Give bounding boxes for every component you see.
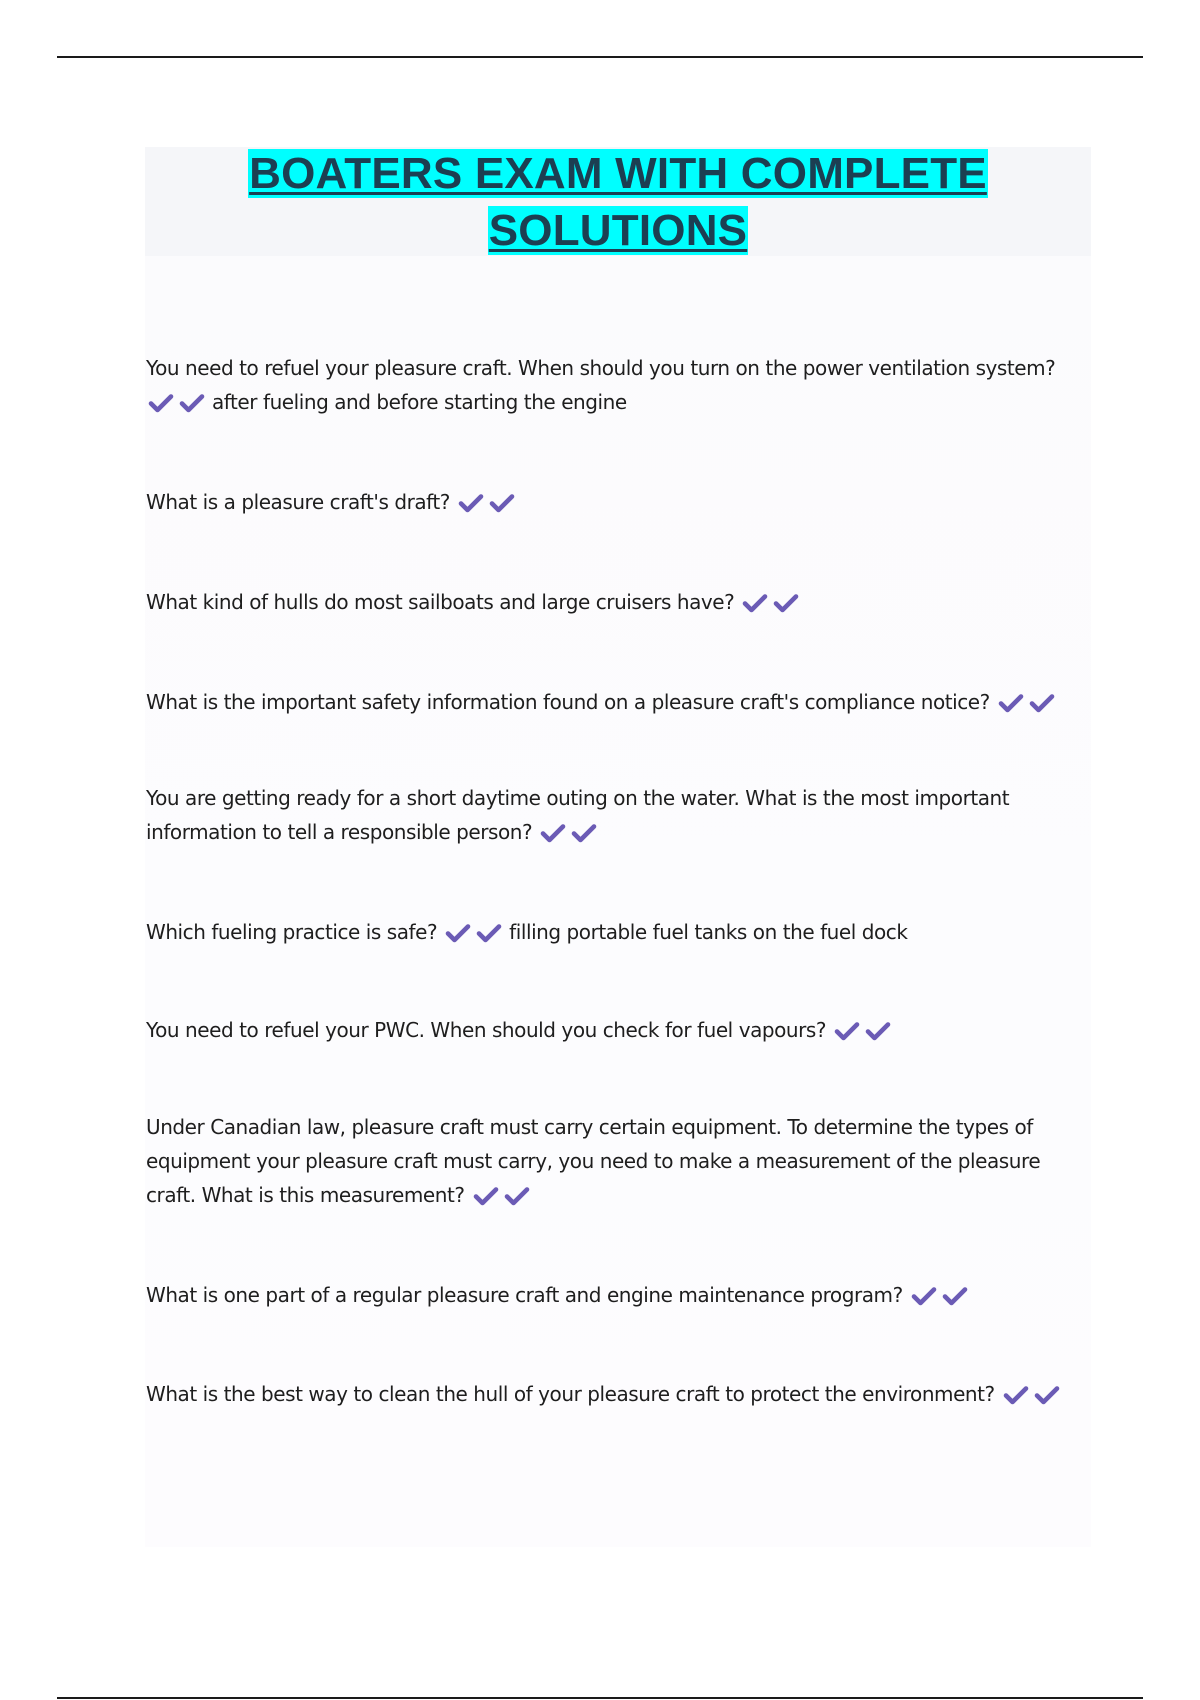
qa-item-8 [146,1110,1086,1216]
check-icon [942,1286,968,1306]
question-text: Under Canadian law, pleasure craft must carry certain equipment. To determine the types of [146,1115,1033,1139]
check-marks [458,489,520,523]
title-line-2: SOLUTIONS [488,205,748,255]
answer-text: filling portable fuel tanks on the fuel dock [509,920,908,944]
question-text: Which fueling practice is safe? [146,920,438,944]
check-marks [445,919,507,953]
qa-item-5 [146,781,1086,853]
check-icon [489,493,515,513]
check-icon [445,923,471,943]
check-icon [998,693,1024,713]
check-marks [834,1017,896,1051]
question-text: equipment your pleasure craft must carry, you need to make a measurement of the pleasure [146,1149,1041,1173]
check-icon [504,1186,530,1206]
check-marks [742,589,804,623]
check-marks [540,819,602,853]
question-text: What is a pleasure craft's draft? [146,490,450,514]
check-icon [1034,1385,1060,1405]
check-marks [473,1182,535,1216]
check-icon [148,393,174,413]
check-icon [742,593,768,613]
qa-item-4 [146,685,1086,723]
qa-item-1 [146,351,1086,423]
check-marks [148,389,210,423]
check-icon [473,1186,499,1206]
title-block [145,147,1091,256]
question-text: information to tell a responsible person? [146,820,533,844]
qa-item-9 [146,1278,1086,1316]
question-text: You need to refuel your pleasure craft. When should you turn on the power ventilation system? [146,356,1056,380]
check-icon [773,593,799,613]
check-icon [458,493,484,513]
question-text: What is the important safety information found on a pleasure craft's compliance notice? [146,690,990,714]
qa-item-6 [146,915,1086,953]
check-icon [865,1021,891,1041]
check-icon [834,1021,860,1041]
check-icon [476,923,502,943]
check-icon [540,823,566,843]
qa-item-7 [146,1013,1086,1051]
bottom-rule [57,1697,1143,1699]
check-marks [911,1282,973,1316]
question-text: You need to refuel your PWC. When should you check for fuel vapours? [146,1018,827,1042]
check-icon [1003,1385,1029,1405]
check-icon [911,1286,937,1306]
question-text: What is the best way to clean the hull of your pleasure craft to protect the environment? [146,1382,995,1406]
check-icon [1029,693,1055,713]
check-icon [571,823,597,843]
answer-text: after fueling and before starting the engine [212,390,627,414]
qa-item-10 [146,1377,1086,1415]
qa-item-2 [146,485,1086,523]
title-line-1: BOATERS EXAM WITH COMPLETE [249,148,987,198]
question-text: You are getting ready for a short daytime outing on the water. What is the most important [146,786,1010,810]
top-rule [57,56,1143,58]
qa-item-3 [146,585,1086,623]
question-text: craft. What is this measurement? [146,1183,465,1207]
question-text: What is one part of a regular pleasure craft and engine maintenance program? [146,1283,903,1307]
check-marks [1003,1381,1065,1415]
question-text: What kind of hulls do most sailboats and large cruisers have? [146,590,735,614]
check-icon [179,393,205,413]
check-marks [998,689,1060,723]
document-title [248,145,988,259]
